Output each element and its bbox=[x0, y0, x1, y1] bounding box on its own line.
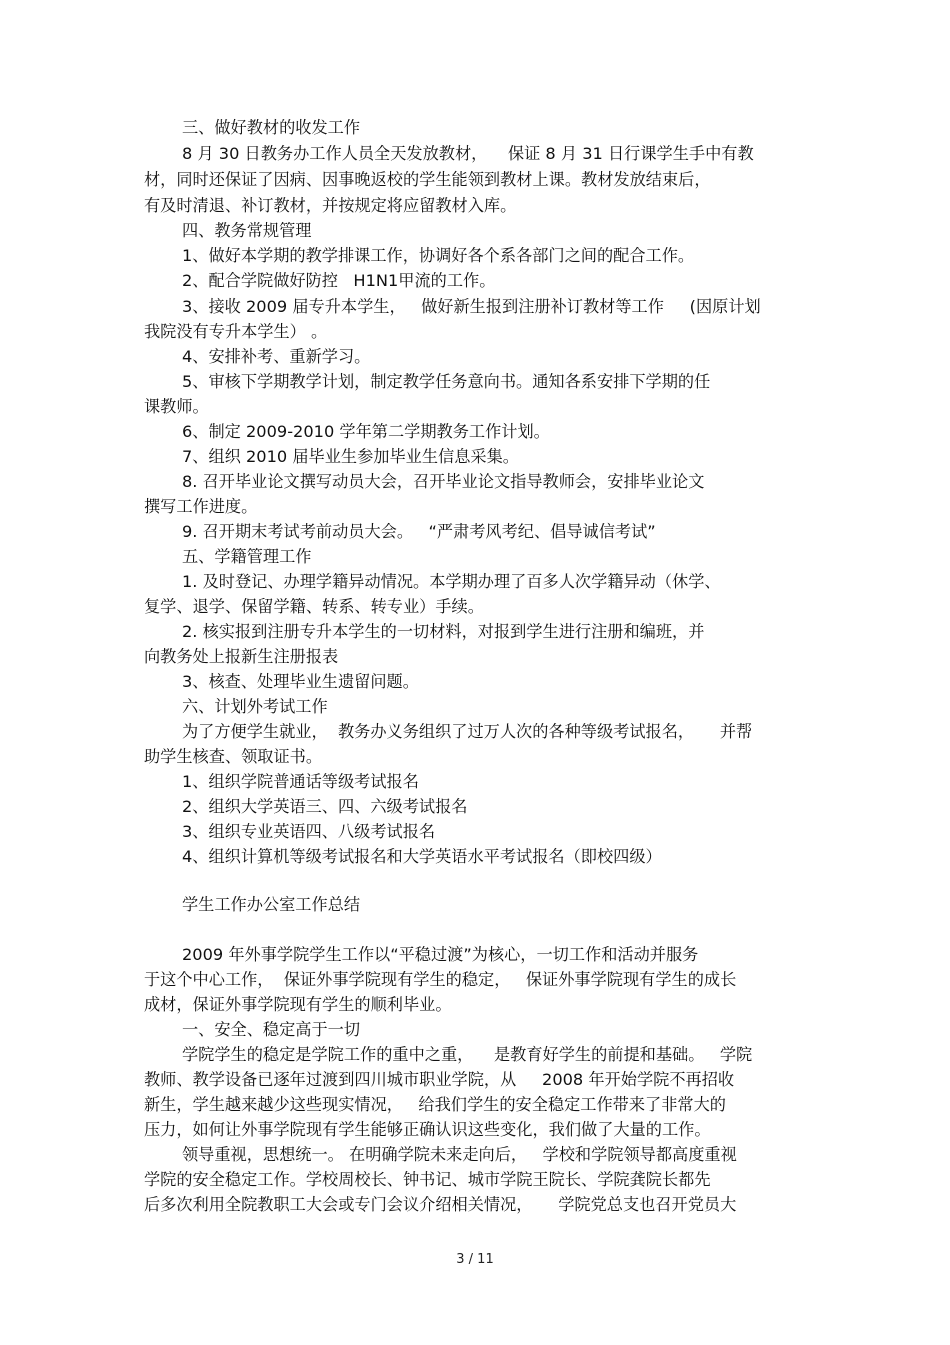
paragraph-line: 于这个中心工作， 保证外事学院现有学生的稳定， 保证外事学院现有学生的成长 bbox=[144, 970, 737, 989]
section-heading-4: 四、教务常规管理 bbox=[182, 221, 312, 240]
list-item: 2、组织大学英语三、四、六级考试报名 bbox=[182, 797, 468, 816]
list-item: 7、组织 2010 届毕业生参加毕业生信息采集。 bbox=[182, 447, 519, 466]
list-item: 4、组织计算机等级考试报名和大学英语水平考试报名（即校四级） bbox=[182, 847, 662, 866]
paragraph-line: 材，同时还保证了因病、因事晚返校的学生能领到教材上课。教材发放结束后， bbox=[144, 170, 711, 189]
section-heading-3: 三、做好教材的收发工作 bbox=[182, 118, 361, 137]
list-item: 6、制定 2009-2010 学年第二学期教务工作计划。 bbox=[182, 422, 550, 441]
paragraph-line: 助学生核查、领取证书。 bbox=[144, 747, 323, 766]
list-item: 8. 召开毕业论文撰写动员大会，召开毕业论文指导教师会，安排毕业论文 bbox=[182, 472, 705, 491]
paragraph-line: 为了方便学生就业， 教务办义务组织了过万人次的各种等级考试报名， 并帮 bbox=[182, 722, 753, 741]
paragraph-line: 成材，保证外事学院现有学生的顺利毕业。 bbox=[144, 995, 452, 1014]
paragraph-line: 8 月 30 日教务办工作人员全天发放教材， 保证 8 月 31 日行课学生手中有教 bbox=[182, 144, 754, 163]
paragraph-line: 2009 年外事学院学生工作以“平稳过渡”为核心，一切工作和活动并服务 bbox=[182, 945, 699, 964]
paragraph-line: 新生，学生越来越少这些现实情况， 给我们学生的安全稳定工作带来了非常大的 bbox=[144, 1095, 726, 1114]
list-item-cont: 我院没有专升本学生） 。 bbox=[144, 322, 328, 341]
list-item: 3、核查、处理毕业生遗留问题。 bbox=[182, 672, 419, 691]
list-item: 1、组织学院普通话等级考试报名 bbox=[182, 772, 419, 791]
list-item-cont: 课教师。 bbox=[144, 397, 209, 416]
paragraph-line: 后多次利用全院教职工大会或专门会议介绍相关情况， 学院党总支也召开党员大 bbox=[144, 1195, 737, 1214]
paragraph-line: 教师、教学设备已逐年过渡到四川城市职业学院，从 2008 年开始学院不再招收 bbox=[144, 1070, 735, 1089]
report-title: 学生工作办公室工作总结 bbox=[182, 895, 361, 914]
list-item: 5、审核下学期教学计划，制定教学任务意向书。通知各系安排下学期的任 bbox=[182, 372, 711, 391]
paragraph-line: 学院学生的稳定是学院工作的重中之重， 是教育好学生的前提和基础。 学院 bbox=[182, 1045, 753, 1064]
section-heading-5: 五、学籍管理工作 bbox=[182, 547, 312, 566]
page-number: 3 / 11 bbox=[456, 1252, 494, 1267]
list-item-cont: 撰写工作进度。 bbox=[144, 497, 258, 516]
section-heading-6: 六、计划外考试工作 bbox=[182, 697, 328, 716]
paragraph-line: 领导重视，思想统一。 在明确学院未来走向后， 学校和学院领导都高度重视 bbox=[182, 1145, 737, 1164]
list-item: 9. 召开期末考试考前动员大会。 “严肃考风考纪、倡导诚信考试” bbox=[182, 522, 656, 541]
list-item: 4、安排补考、重新学习。 bbox=[182, 347, 371, 366]
list-item: 1. 及时登记、办理学籍异动情况。本学期办理了百多人次学籍异动（休学、 bbox=[182, 572, 721, 591]
list-item: 2. 核实报到注册专升本学生的一切材料，对报到学生进行注册和编班，并 bbox=[182, 622, 705, 641]
section-heading-1: 一、安全、稳定高于一切 bbox=[182, 1020, 361, 1039]
paragraph-line: 学院的安全稳定工作。学校周校长、钟书记、城市学院王院长、学院龚院长都先 bbox=[144, 1170, 711, 1189]
list-item-cont: 复学、退学、保留学籍、转系、转专业）手续。 bbox=[144, 597, 484, 616]
list-item: 3、接收 2009 届专升本学生， 做好新生报到注册补订教材等工作 (因原计划 bbox=[182, 297, 761, 316]
list-item: 1、做好本学期的教学排课工作，协调好各个系各部门之间的配合工作。 bbox=[182, 246, 695, 265]
paragraph-line: 有及时清退、补订教材，并按规定将应留教材入库。 bbox=[144, 196, 517, 215]
list-item-cont: 向教务处上报新生注册报表 bbox=[144, 647, 339, 666]
paragraph-line: 压力，如何让外事学院现有学生能够正确认识这些变化，我们做了大量的工作。 bbox=[144, 1120, 711, 1139]
list-item: 2、配合学院做好防控 H1N1甲流的工作。 bbox=[182, 271, 496, 290]
list-item: 3、组织专业英语四、八级考试报名 bbox=[182, 822, 436, 841]
